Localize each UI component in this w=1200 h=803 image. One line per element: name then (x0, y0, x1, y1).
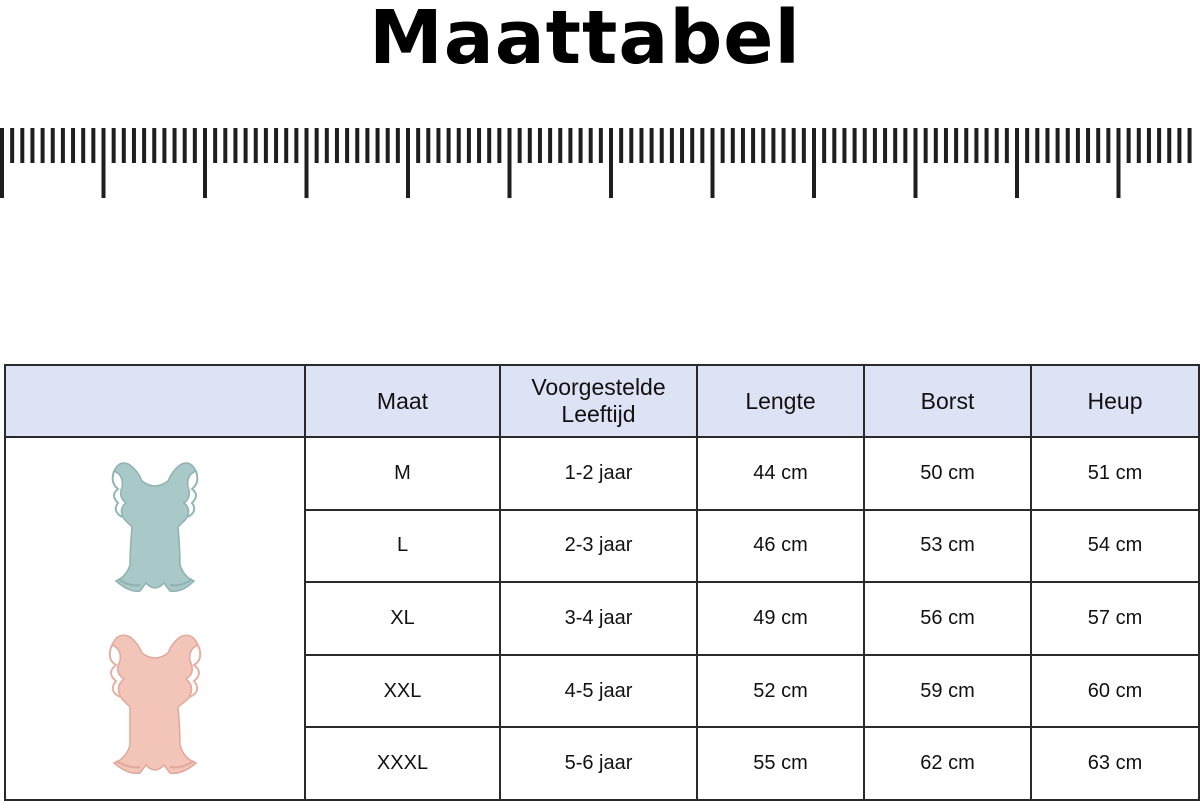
ruler-minor-tick (579, 128, 583, 163)
cell-maat: XL (305, 582, 500, 655)
ruler-major-tick (1117, 128, 1121, 198)
ruler-minor-tick (944, 128, 948, 163)
ruler-minor-tick (355, 128, 359, 163)
cell-leeftijd: 1-2 jaar (500, 437, 697, 510)
ruler-minor-tick (1035, 128, 1039, 163)
page-title: Maattabel (369, 0, 801, 81)
ruler-minor-tick (995, 128, 999, 163)
size-table (4, 364, 1200, 801)
ruler-minor-tick (893, 128, 897, 163)
ruler-minor-tick (1086, 128, 1090, 163)
ruler-minor-tick (132, 128, 136, 163)
ruler-minor-tick (193, 128, 197, 163)
ruler-minor-tick (1137, 128, 1141, 163)
ruler-minor-tick (954, 128, 958, 163)
ruler-minor-tick (213, 128, 217, 163)
ruler-minor-tick (436, 128, 440, 163)
ruler-minor-tick (112, 128, 116, 163)
ruler-major-tick (812, 128, 816, 198)
cell-borst: 53 cm (864, 510, 1031, 583)
ruler-minor-tick (599, 128, 603, 163)
ruler-minor-tick (20, 128, 24, 163)
cell-maat: L (305, 510, 500, 583)
ruler-minor-tick (650, 128, 654, 163)
ruler-minor-tick (518, 128, 522, 163)
ruler-minor-tick (315, 128, 319, 163)
header-leeftijd (500, 365, 697, 437)
ruler-minor-tick (30, 128, 34, 163)
cell-maat: XXL (305, 655, 500, 728)
ruler-minor-tick (761, 128, 765, 163)
ruler-minor-tick (1157, 128, 1161, 163)
ruler-minor-tick (985, 128, 989, 163)
cell-maat: M (305, 437, 500, 510)
ruler-minor-tick (1076, 128, 1080, 163)
ruler-minor-tick (782, 128, 786, 163)
ruler-minor-tick (883, 128, 887, 163)
ruler-minor-tick (376, 128, 380, 163)
cell-leeftijd: 4-5 jaar (500, 655, 697, 728)
ruler-minor-tick (558, 128, 562, 163)
ruler-minor-tick (274, 128, 278, 163)
ruler-minor-tick (1066, 128, 1070, 163)
ruler-minor-tick (71, 128, 75, 163)
cell-heup: 51 cm (1031, 437, 1199, 510)
ruler-minor-tick (396, 128, 400, 163)
ruler-minor-tick (1045, 128, 1049, 163)
ruler-minor-tick (1188, 128, 1192, 163)
ruler-minor-tick (639, 128, 643, 163)
ruler-minor-tick (842, 128, 846, 163)
header-borst: Borst (864, 365, 1031, 437)
pink-ruffle-swimsuit-icon (100, 625, 210, 785)
ruler-minor-tick (690, 128, 694, 163)
header-leeftijd-line1: Voorgestelde (531, 374, 666, 400)
ruler-minor-tick (487, 128, 491, 163)
ruler-minor-tick (964, 128, 968, 163)
ruler-minor-tick (365, 128, 369, 163)
ruler-minor-tick (1167, 128, 1171, 163)
ruler-minor-tick (680, 128, 684, 163)
ruler-minor-tick (538, 128, 542, 163)
cell-heup: 63 cm (1031, 727, 1199, 800)
ruler-minor-tick (568, 128, 572, 163)
ruler-minor-tick (233, 128, 237, 163)
ruler-minor-tick (416, 128, 420, 163)
ruler-minor-tick (1096, 128, 1100, 163)
ruler-graphic (0, 126, 1200, 202)
ruler-minor-tick (152, 128, 156, 163)
cell-heup: 57 cm (1031, 582, 1199, 655)
ruler-minor-tick (426, 128, 430, 163)
ruler-minor-tick (447, 128, 451, 163)
cell-leeftijd: 5-6 jaar (500, 727, 697, 800)
ruler-minor-tick (771, 128, 775, 163)
ruler-major-tick (0, 128, 4, 198)
ruler-minor-tick (1147, 128, 1151, 163)
ruler-major-tick (609, 128, 613, 198)
ruler-minor-tick (1177, 128, 1181, 163)
header-leeftijd-line2: Leeftijd (561, 401, 636, 427)
cell-borst: 62 cm (864, 727, 1031, 800)
ruler-minor-tick (670, 128, 674, 163)
ruler-major-tick (406, 128, 410, 198)
cell-heup: 54 cm (1031, 510, 1199, 583)
ruler-major-tick (711, 128, 715, 198)
header-lengte: Lengte (697, 365, 864, 437)
cell-lengte: 46 cm (697, 510, 864, 583)
ruler-minor-tick (1005, 128, 1009, 163)
cell-borst: 50 cm (864, 437, 1031, 510)
ruler-minor-tick (51, 128, 55, 163)
cell-maat: XXXL (305, 727, 500, 800)
ruler-minor-tick (903, 128, 907, 163)
ruler-minor-tick (162, 128, 166, 163)
ruler-minor-tick (325, 128, 329, 163)
ruler-minor-tick (142, 128, 146, 163)
ruler-minor-tick (335, 128, 339, 163)
product-image-cell (5, 437, 305, 800)
ruler-minor-tick (122, 128, 126, 163)
cell-lengte: 52 cm (697, 655, 864, 728)
ruler-major-tick (1015, 128, 1019, 198)
header-maat: Maat (305, 365, 500, 437)
cell-leeftijd: 3-4 jaar (500, 582, 697, 655)
ruler-minor-tick (1127, 128, 1131, 163)
ruler-minor-tick (91, 128, 95, 163)
cell-heup: 60 cm (1031, 655, 1199, 728)
ruler-major-tick (305, 128, 309, 198)
header-image-column (5, 365, 305, 437)
table-header-row (5, 365, 1199, 437)
cell-borst: 56 cm (864, 582, 1031, 655)
ruler-minor-tick (345, 128, 349, 163)
ruler-minor-tick (497, 128, 501, 163)
ruler-minor-tick (822, 128, 826, 163)
ruler-minor-tick (589, 128, 593, 163)
ruler-minor-tick (284, 128, 288, 163)
ruler-minor-tick (700, 128, 704, 163)
ruler-minor-tick (1106, 128, 1110, 163)
ruler-minor-tick (254, 128, 258, 163)
ruler-minor-tick (244, 128, 248, 163)
ruler-minor-tick (81, 128, 85, 163)
cell-leeftijd: 2-3 jaar (500, 510, 697, 583)
ruler-minor-tick (721, 128, 725, 163)
ruler-minor-tick (548, 128, 552, 163)
ruler-minor-tick (731, 128, 735, 163)
cell-lengte: 49 cm (697, 582, 864, 655)
ruler-minor-tick (741, 128, 745, 163)
ruler-minor-tick (386, 128, 390, 163)
ruler-minor-tick (934, 128, 938, 163)
ruler-major-tick (203, 128, 207, 198)
table-row (5, 437, 1199, 510)
ruler-minor-tick (173, 128, 177, 163)
ruler-minor-tick (264, 128, 268, 163)
ruler-minor-tick (183, 128, 187, 163)
ruler-minor-tick (924, 128, 928, 163)
cell-lengte: 44 cm (697, 437, 864, 510)
ruler-minor-tick (792, 128, 796, 163)
ruler-minor-tick (873, 128, 877, 163)
ruler-minor-tick (294, 128, 298, 163)
blue-ruffle-swimsuit-icon (100, 453, 210, 603)
ruler-minor-tick (832, 128, 836, 163)
cell-lengte: 55 cm (697, 727, 864, 800)
ruler-minor-tick (1025, 128, 1029, 163)
ruler-major-tick (102, 128, 106, 198)
ruler-minor-tick (863, 128, 867, 163)
ruler-minor-tick (802, 128, 806, 163)
ruler-minor-tick (457, 128, 461, 163)
ruler-minor-tick (1056, 128, 1060, 163)
header-heup: Heup (1031, 365, 1199, 437)
ruler-minor-tick (751, 128, 755, 163)
ruler-minor-tick (477, 128, 481, 163)
ruler-major-tick (508, 128, 512, 198)
ruler-minor-tick (41, 128, 45, 163)
ruler-minor-tick (528, 128, 532, 163)
ruler-minor-tick (974, 128, 978, 163)
ruler-minor-tick (10, 128, 14, 163)
ruler-minor-tick (467, 128, 471, 163)
ruler-minor-tick (61, 128, 65, 163)
ruler-minor-tick (629, 128, 633, 163)
cell-borst: 59 cm (864, 655, 1031, 728)
ruler-minor-tick (223, 128, 227, 163)
ruler-minor-tick (619, 128, 623, 163)
ruler-major-tick (914, 128, 918, 198)
ruler-minor-tick (853, 128, 857, 163)
ruler-minor-tick (660, 128, 664, 163)
